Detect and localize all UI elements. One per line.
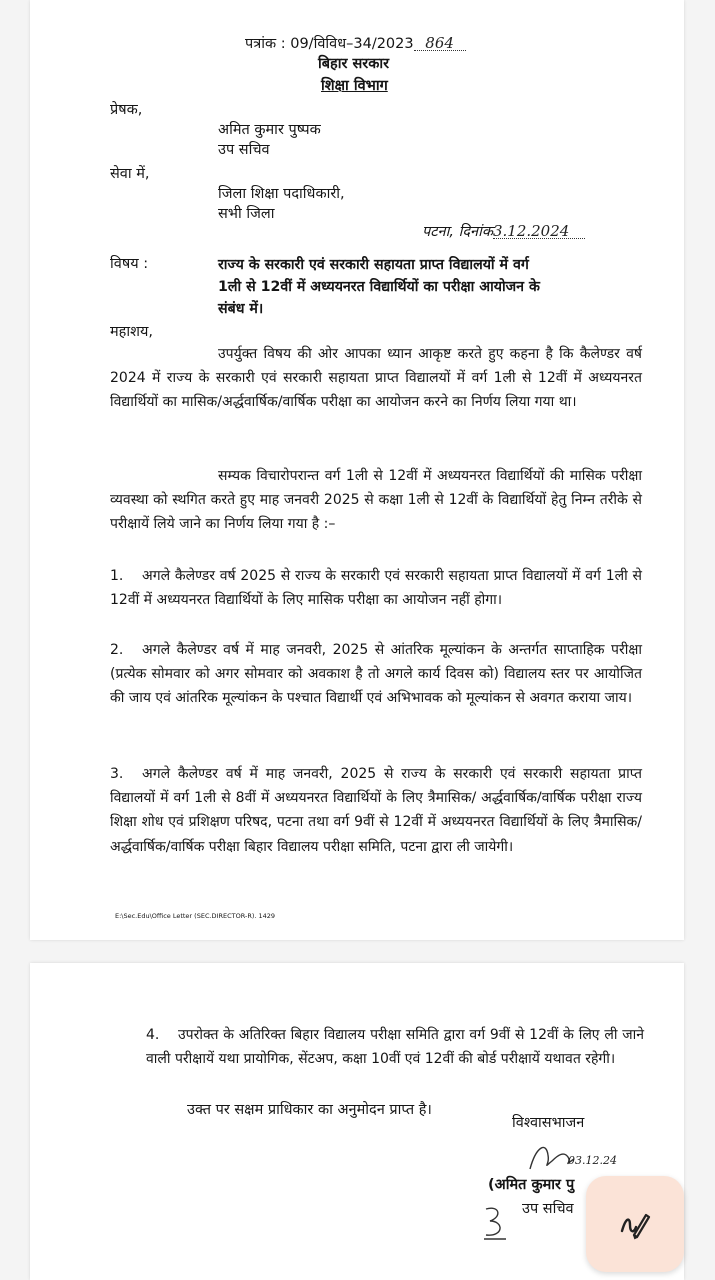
reference-handwritten: 864 — [414, 36, 466, 51]
government-heading: बिहार सरकार — [318, 56, 390, 72]
closing: विश्वासभाजन — [512, 1115, 585, 1131]
signatory-name: (अमित कुमार पु — [488, 1177, 575, 1193]
recipient: जिला शिक्षा पदाधिकारी, — [218, 186, 345, 202]
approval-note: उक्त पर सक्षम प्राधिकार का अनुमोदन प्राप्त है। — [187, 1102, 432, 1118]
place-date: पटना, दिनांक3.12.2024 — [422, 222, 585, 242]
list-item-4: 4. उपरोक्त के अतिरिक्त बिहार विद्यालय परीक्षा समिति द्वारा वर्ग 9वीं से 12वीं के लिए ली जाने वाली परीक्षायें यथा प्रायोगिक, सेंटअप, कक्षा 10वीं एवं 12वीं की बोर्ड परीक्षायें यथावत रहेगी। — [146, 1027, 644, 1068]
department-heading: शिक्षा विभाग — [321, 78, 388, 94]
reference-number: पत्रांक : 09/विविध–34/2023 864 — [245, 34, 466, 54]
signature-date: 03.12.24 — [568, 1154, 617, 1167]
subject-text: राज्य के सरकारी एवं सरकारी सहायता प्राप्त विद्यालयों में वर्ग 1ली से 12वीं में अध्ययनरत विद्यार्थियों का परीक्षा आयोजन के संबंध में। — [218, 257, 540, 317]
list-item-1: 1. अगले कैलेण्डर वर्ष 2025 से राज्य के सरकारी एवं सरकारी सहायता प्राप्त विद्यालयों में वर्ग 1ली से 12वीं में अध्ययनरत विद्यार्थियों के लिए मासिक परीक्षा का आयोजन नहीं होगा। — [110, 568, 642, 609]
signatory-title: उप सचिव — [522, 1201, 574, 1217]
recipient-scope: सभी जिला — [218, 206, 275, 222]
paragraph-2: सम्यक विचारोपरान्त वर्ग 1ली से 12वीं में अध्ययनरत विद्यार्थियों की मासिक परीक्षा व्यवस्था को स्थगित करते हुए माह जनवरी 2025 से कक्षा 1ली से 12वीं के विद्यार्थियों हेतु निम्न तरीके से परीक्षायें लिये जाने का निर्णय लिया गया है :– — [110, 468, 642, 533]
markup-edit-button[interactable] — [586, 1176, 684, 1272]
file-path: E:\Sec.Edu\Office Letter (SEC.DIRECTOR-R). 1429 — [115, 912, 276, 920]
letter-page-1 — [30, 0, 684, 940]
to-label: सेवा में, — [110, 166, 150, 182]
initial-scribble — [480, 1203, 510, 1243]
markup-pen-icon — [618, 1207, 652, 1241]
list-item-2: 2. अगले कैलेण्डर वर्ष में माह जनवरी, 2025 से आंतरिक मूल्यांकन के अन्तर्गत साप्ताहिक परीक्षा (प्रत्येक सोमवार को अगर सोमवार को अवकाश है तो अगले कार्य दिवस को) विद्यालय स्तर पर आयोजित की जाय एवं आंतरिक मूल्यांकन के पश्चात विद्यार्थी एवं अभिभावक को मूल्यांकन से अवगत कराया जाय। — [110, 642, 642, 707]
sender-name: अमित कुमार पुष्पक — [218, 122, 321, 138]
sender-title: उप सचिव — [218, 142, 270, 158]
list-item-3: 3. अगले कैलेण्डर वर्ष में माह जनवरी, 2025 से राज्य के सरकारी एवं सरकारी सहायता प्राप्त विद्यालयों में वर्ग 1ली से 8वीं में अध्ययनरत विद्यार्थियों के लिए त्रैमासिक/ अर्द्धवार्षिक/वार्षिक परीक्षा राज्य शिक्षा शोध एवं प्रशिक्षण परिषद, पटना तथा वर्ग 9वीं से 12वीं में अध्ययनरत विद्यार्थियों के लिए त्रैमासिक/अर्द्धवार्षिक/वार्षिक परीक्षा बिहार विद्यालय परीक्षा समिति, पटना द्वारा ली जायेगी। — [110, 766, 642, 855]
paragraph-1: उपर्युक्त विषय की ओर आपका ध्यान आकृष्ट करते हुए कहना है कि कैलेण्डर वर्ष 2024 में राज्य के सरकारी एवं सरकारी सहायता प्राप्त विद्यालयों में वर्ग 1ली से 12वीं में अध्ययनरत विद्यार्थियों का मासिक/अर्द्धवार्षिक/वार्षिक परीक्षा का आयोजन करने का निर्णय लिया गया था। — [110, 346, 642, 411]
subject-label: विषय : — [110, 256, 149, 272]
salutation: महाशय, — [110, 324, 154, 340]
sender-label: प्रेषक, — [110, 102, 143, 118]
date-handwritten: 3.12.2024 — [493, 224, 585, 239]
